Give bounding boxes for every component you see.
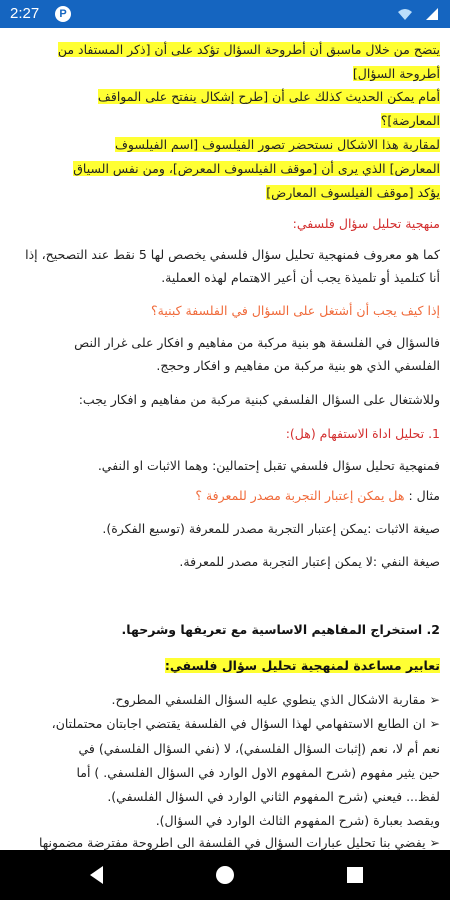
paragraph-line — [10, 159, 440, 179]
document-content — [0, 28, 450, 850]
back-icon[interactable] — [85, 863, 109, 887]
recents-icon[interactable] — [343, 863, 367, 887]
paragraph-line — [10, 183, 440, 203]
highlighted-text: لمقاربة هذا الاشكال نستحضر تصور الفيلسوف [اسم الفيلسوف — [114, 137, 440, 152]
highlighted-text: يتضح من خلال ماسبق أن أطروحة السؤال تؤكد على أن [ذكر المستفاد من — [57, 42, 440, 57]
example-question: هل يمكن إعتبار التجربة مصدر للمعرفة ؟ — [195, 488, 405, 503]
highlighted-text: المعارضة]؟ — [380, 113, 440, 128]
bullet-text: ان الطابع الاستفهامي لهذا السؤال في الفلسفة يقتضي اجابتان محتملتان، — [51, 716, 426, 731]
highlighted-text: يؤكد [موقف الفيلسوف المعارض] — [266, 185, 440, 200]
app-notification-icon: P — [55, 6, 71, 22]
highlighted-text: المعارض] الذي يرى أن [موقف الفيلسوف المعرض]، ومن نفس السياق — [73, 161, 440, 176]
bullet-item — [10, 833, 440, 850]
example-label: مثال : — [408, 488, 440, 503]
highlighted-text: أطروحة السؤال] — [352, 66, 440, 81]
arrow-bullet-icon: ➢ — [425, 692, 440, 707]
paragraph-line: حين يثير مفهوم (شرح المفهوم الاول الوارد في السؤال الفلسفي. ) أما — [76, 765, 440, 780]
paragraph-line — [10, 135, 440, 155]
highlighted-heading: تعابير مساعدة لمنهجية تحليل سؤال فلسفي: — [164, 658, 440, 673]
step-heading: 1. تحليل اداة الاستفهام (هل): — [285, 426, 440, 441]
system-icons — [391, 6, 440, 22]
bullet-item — [10, 714, 440, 734]
question-heading: إذا كيف يجب أن أشتغل على السؤال في الفلسفة كبنية؟ — [150, 303, 440, 318]
paragraph-line: ويقصد بعبارة (شرح المفهوم الثالث الوارد في السؤال). — [155, 813, 440, 828]
paragraph-line — [10, 64, 440, 84]
status-bar — [0, 0, 450, 28]
paragraph-line: نعم أم لا، نعم (إثبات السؤال الفلسفي)، لا (نفي السؤال الفلسفي) في — [78, 741, 440, 756]
paragraph-line: أنا كتلميذ أو تلميذة يجب أن أعير الاهتمام لهذه العملية. — [161, 270, 440, 285]
section-heading: منهجية تحليل سؤال فلسفي: — [292, 216, 440, 231]
paragraph-line: كما هو معروف فمنهجية تحليل سؤال فلسفي يخصص لها 5 نقط عند التصحيح، إذا — [25, 247, 440, 262]
signal-icon — [424, 6, 440, 22]
highlighted-text: أمام يمكن الحديث كذلك على أن [طرح إشكال ينفتح على المواقف — [97, 89, 440, 104]
wifi-icon — [397, 6, 413, 22]
paragraph-line: وللاشتغال على السؤال الفلسفي كبنية مركبة من مفاهيم و افكار يجب: — [78, 392, 440, 407]
example-line — [10, 486, 440, 506]
paragraph-line — [10, 40, 440, 60]
paragraph-line: لفظ... فيعني (شرح المفهوم الثاني الوارد في السؤال الفلسفي). — [107, 789, 440, 804]
arrow-bullet-icon: ➢ — [425, 716, 440, 731]
bullet-text: مقاربة الاشكال الذي ينطوي عليه السؤال الفلسفي المطروح. — [111, 692, 426, 707]
navigation-bar — [0, 850, 450, 900]
paragraph-line: فمنهجية تحليل سؤال فلسفي تقبل إحتمالين: وهما الاثبات او النفي. — [97, 458, 440, 473]
paragraph-line: صيغة النفي :لا يمكن إعتبار التجربة مصدر للمعرفة. — [179, 554, 440, 569]
paragraph-line: الفلسفي الذي هو بنية مركبة من مفاهيم و افكار وحجج. — [156, 358, 440, 373]
bullet-item — [10, 690, 440, 710]
arrow-bullet-icon: ➢ — [425, 835, 440, 850]
bullet-text: يفضي بنا تحليل عبارات السؤال في الفلسفة الى اطروحة مفترضة مضمونها — [38, 835, 426, 850]
status-time: 2:27 — [10, 5, 40, 22]
paragraph-line — [10, 111, 440, 131]
paragraph-line — [10, 656, 440, 676]
paragraph-line: فالسؤال في الفلسفة هو بنية مركبة من مفاهيم و افكار على غرار النص — [74, 335, 440, 350]
step-heading: 2. استخراج المفاهيم الاساسية مع تعريفها وشرحها. — [121, 622, 440, 637]
home-icon[interactable] — [213, 863, 237, 887]
paragraph-line: صيغة الاثبات :يمكن إعتبار التجربة مصدر للمعرفة (توسيع الفكرة). — [102, 521, 440, 536]
paragraph-line — [10, 87, 440, 107]
